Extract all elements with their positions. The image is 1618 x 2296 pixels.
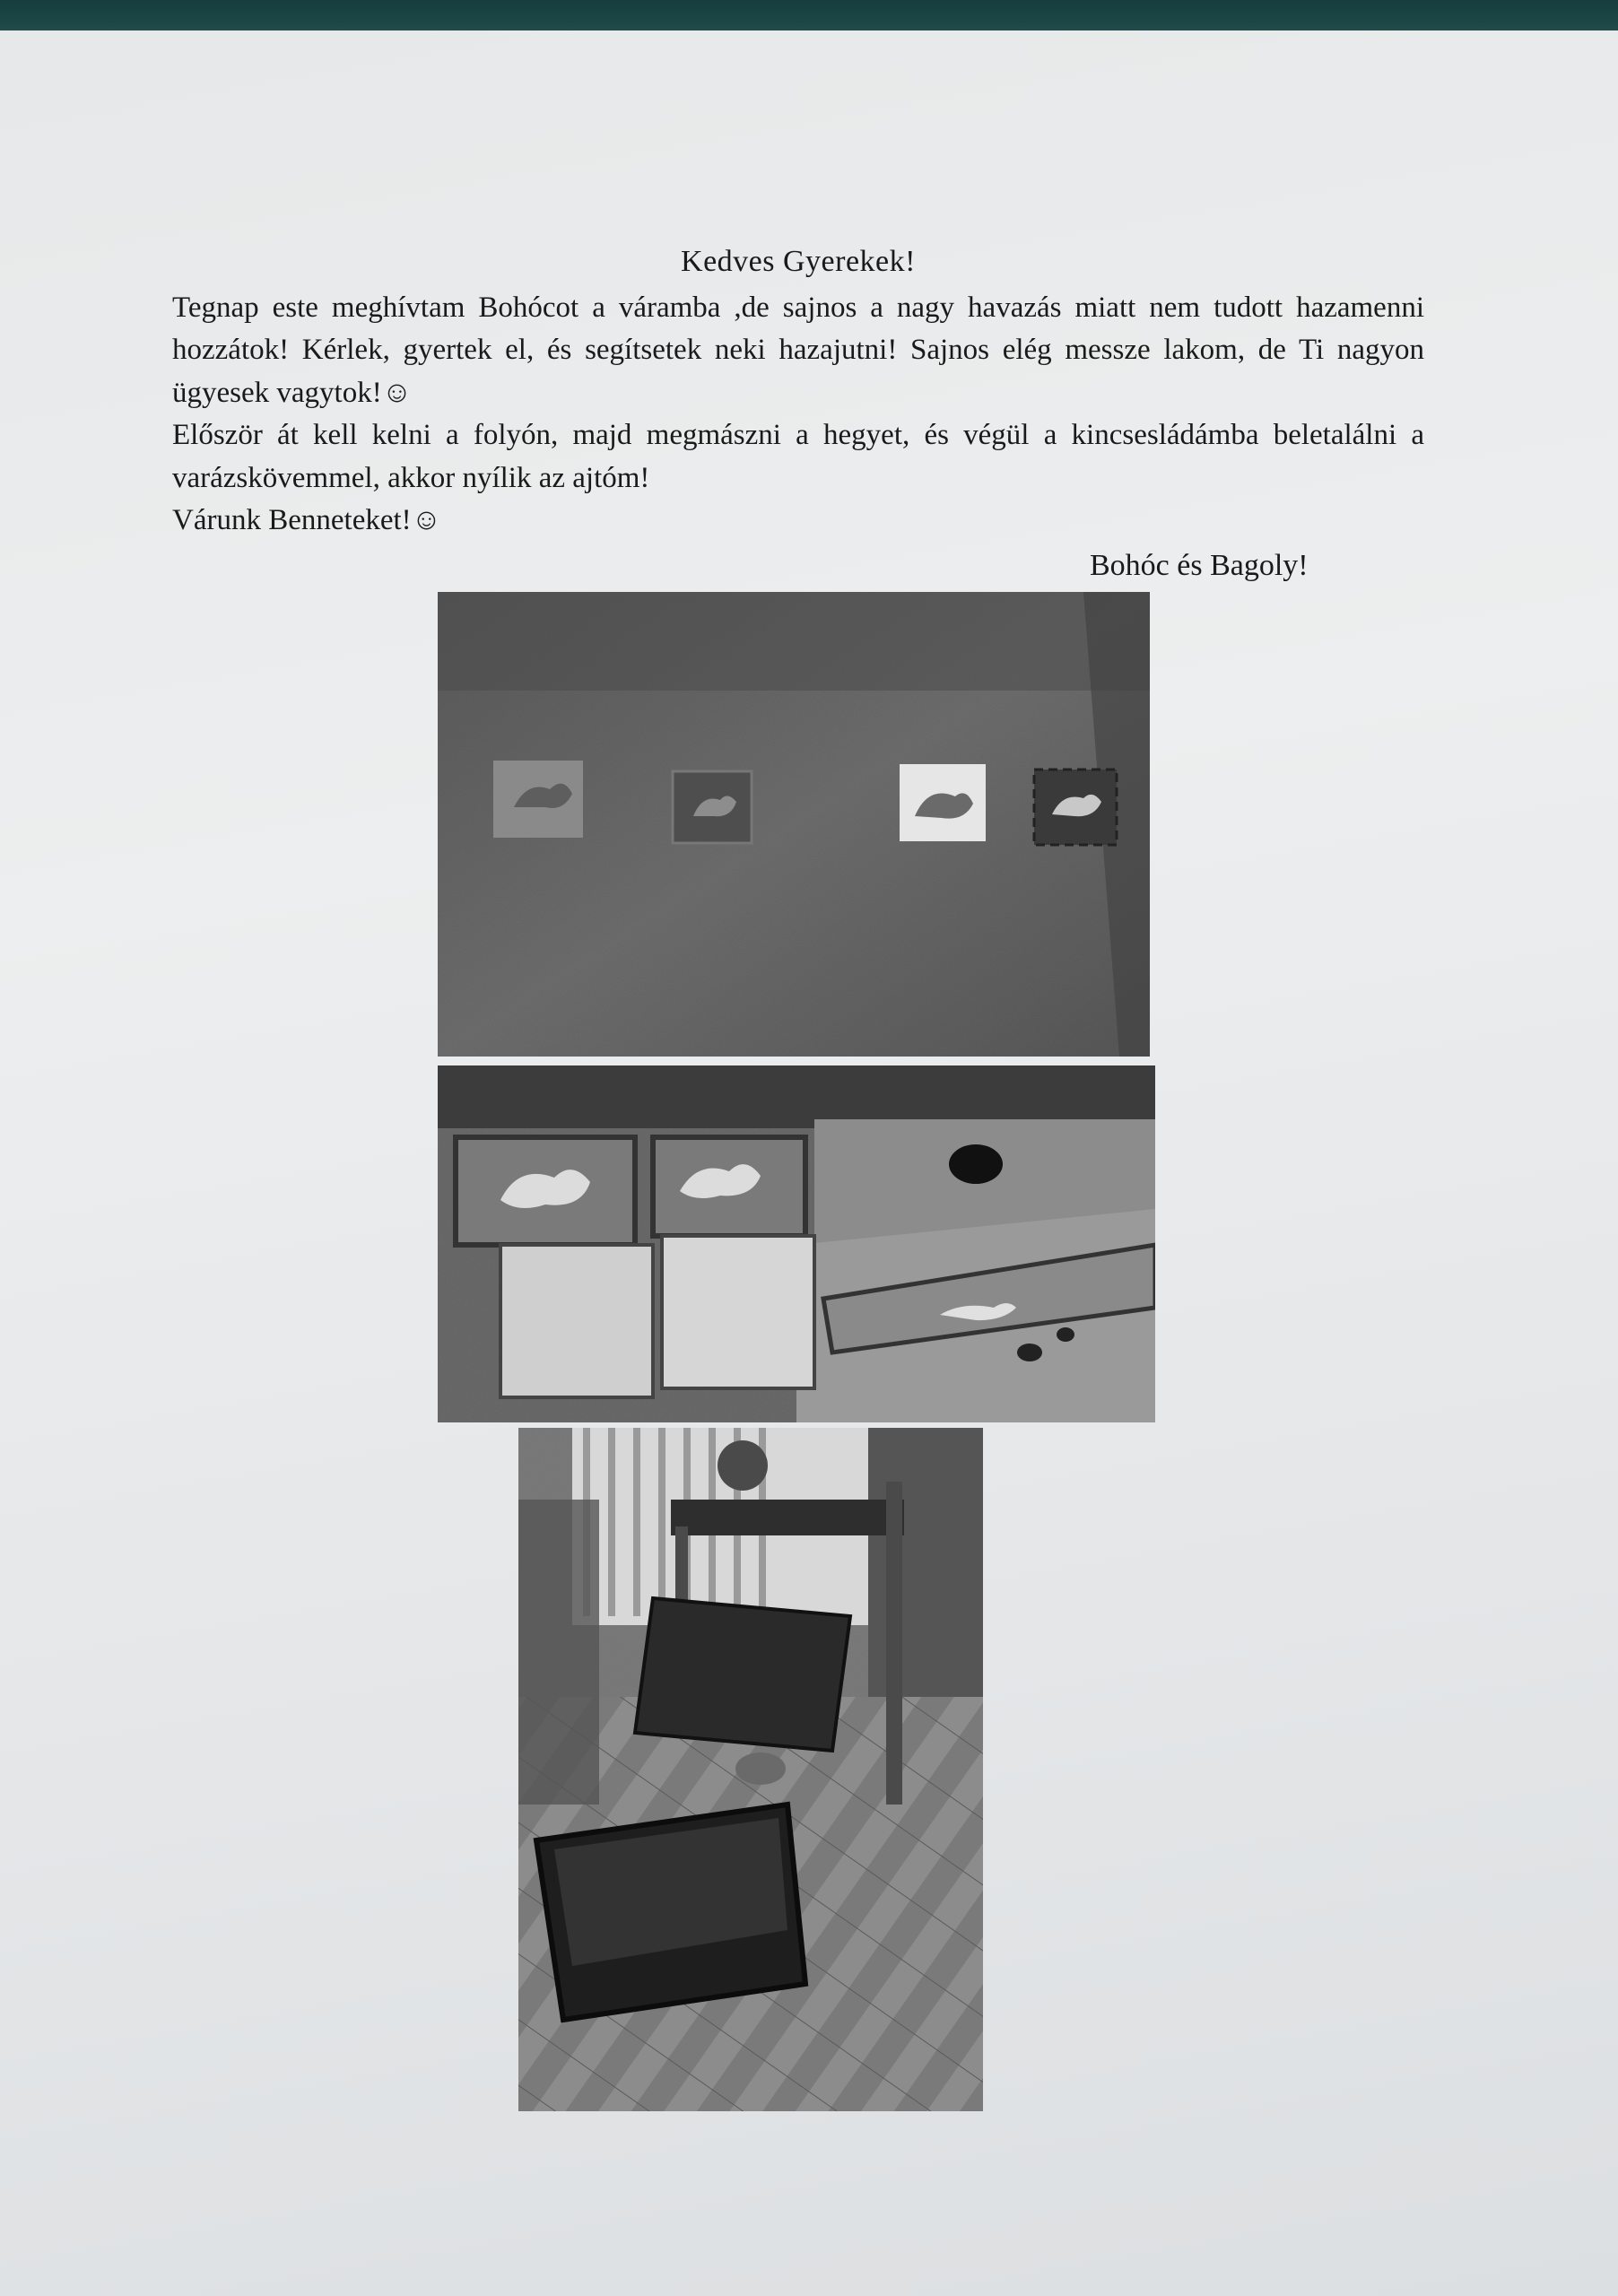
puzzle-tile-3 (900, 764, 986, 841)
puzzle-tile-4 (1034, 770, 1117, 845)
letter-body (172, 240, 1424, 543)
photo-chairs (438, 1065, 1155, 1422)
chair-2 (653, 1137, 814, 1388)
letter-paragraph-2: Először át kell kelni a folyón, majd megmászni a hegyet, és végül a kincsesládámba beletalálni a varázskövemmel, akkor nyílik az ajtóm! (172, 419, 1424, 494)
puzzle-tile-1 (493, 761, 583, 838)
letter-signature: Bohóc és Bagoly! (1090, 549, 1309, 582)
letter-paragraph-1: Tegnap este meghívtam Bohócot a váramba ,de sajnos a nagy havazás miatt nem tudott hazamenni hozzátok! Kérlek, gyertek el, és segítsetek neki hazajutni! Sajnos elég messze lakom, de Ti nagyon ügyesek vagytok!☺ (172, 291, 1424, 409)
letter-closing: Várunk Benneteket!☺ (172, 504, 442, 536)
puzzle-tile-2 (673, 771, 752, 843)
letter-heading: Kedves Gyerekek! (681, 245, 916, 278)
photo-puzzle-tiles (438, 592, 1150, 1057)
photo-treasure-chest (518, 1428, 983, 2111)
